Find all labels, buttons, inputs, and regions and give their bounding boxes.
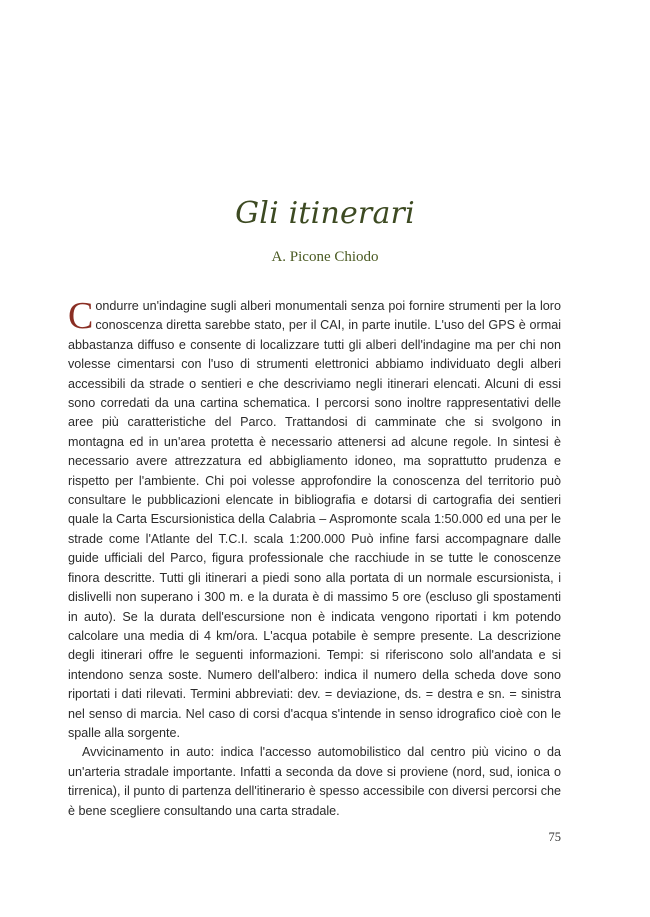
drop-cap: C bbox=[68, 295, 94, 337]
paragraph-intro-text: ondurre un'indagine sugli alberi monumentali senza poi fornire strumenti per la loro conoscenza diretta sarebbe stato, per il CAI, in parte inutile. L'uso del GPS è ormai abbastanza diffuso e consente di localizzare tutti gli alberi dell'indagine ma per chi non volesse cimentarsi con l'uso di strumenti elettronici abbiamo individuato degli alberi accessibili da strade o sentieri e che descriviamo negli itinerari elencati. Alcuni di essi sono corredati da una cartina schematica. I percorsi sono inoltre rappresentativi delle aree più caratteristiche del Parco. Trattandosi di camminate che si svolgono in montagna ed in un'area protetta è necessario attenersi ad alcune regole. In sintesi è necessario avere attrezzatura ed abbigliamento idoneo, ma soprattutto prudenza e rispetto per l'ambiente. Chi poi volesse approfondire la conoscenza del territorio può consultare le pubblicazioni elencate in bibliografia e dotarsi di cartografia dei sentieri quale la Carta Escursionistica della Calabria – Aspromonte scala 1:50.000 ed una per le strade come l'Atlante del T.C.I. scala 1:200.000 Può infine farsi accompagnare dalle guide ufficiali del Parco, figura professionale che racchiude in se tutte le conoscenze finora descritte. Tutti gli itinerari a piedi sono alla portata di un normale escursionista, i dislivelli non superano i 300 m. e la durata è di massimo 5 ore (escluso gli spostamenti in auto). Se la durata dell'escursione non è indicata vengono riportati i km potendo calcolare una media di 4 km/ora. L'acqua potabile è sempre presente. La descrizione degli itinerari offre le seguenti informazioni. Tempi: si riferiscono solo all'andata e si intendono senza soste. Numero dell'albero: indica il numero della scheda dove sono riportati i dati rilevati. Termini abbreviati: dev. = deviazione, ds. = destra e sn. = sinistra nel senso di marcia. Nel caso di corsi d'acqua s'intende in senso idrografico cioè con le spalle alla sorgente. bbox=[68, 299, 561, 740]
paragraph-approach: Avvicinamento in auto: indica l'accesso automobilistico dal centro più vicino o da un'arteria stradale importante. Infatti a seconda da dove si proviene (nord, sud, ionica o tirrenica), il punto di partenza dell'itinerario è spesso accessibile con diversi percorsi che è bene scegliere consultando una carta stradale. bbox=[68, 745, 561, 818]
page-number: 75 bbox=[548, 830, 561, 844]
paragraph-intro bbox=[68, 297, 561, 743]
chapter-author: A. Picone Chiodo bbox=[271, 249, 379, 265]
chapter-body bbox=[68, 297, 561, 821]
chapter-title: Gli itinerari bbox=[235, 196, 415, 231]
